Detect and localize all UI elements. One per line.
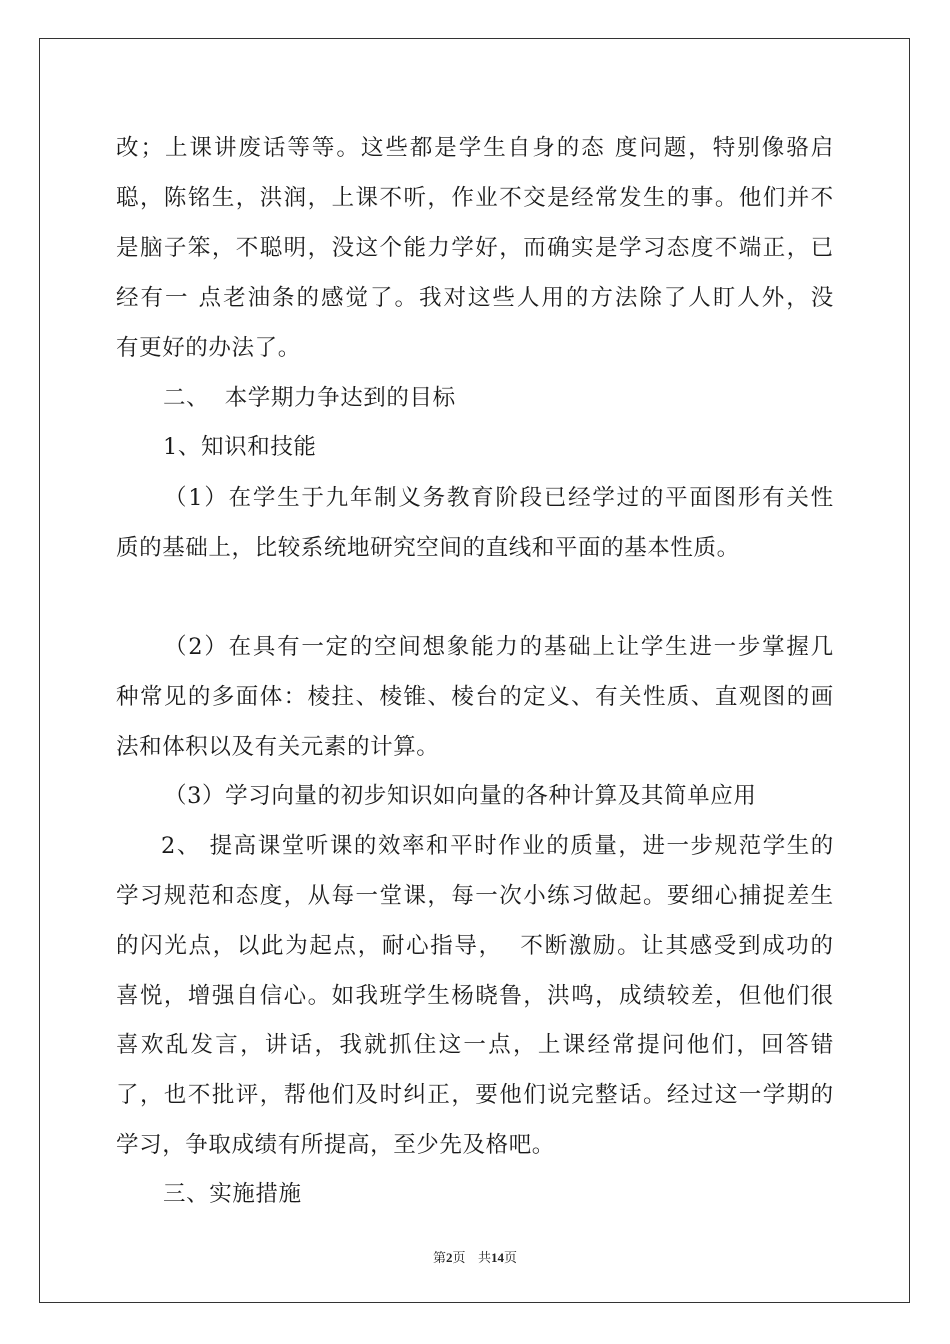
- text-line-4: 经 有 一 点 老 油 条 的 感 觉 了 。 我 对 这 些 人 用 的 方 法 除 了 人 盯 人 外 ， 没: [116, 285, 834, 311]
- text-line-9: 质的基础上，比较系统地研究空间的直线和平面的基本性质。: [116, 535, 740, 561]
- text-line-10: （ 2 ） 在 具 有 一 定 的 空 间 想 象 能 力 的 基 础 上 让 学 生 进 一 步 掌 握 几: [164, 634, 834, 660]
- footer-total-pages: 14: [490, 1250, 504, 1265]
- footer-suffix: 页: [503, 1251, 517, 1266]
- footer-prefix: 第: [433, 1251, 447, 1266]
- text-line-5: 有更好的办法了。: [116, 335, 301, 361]
- section-heading-3: 三、实施措施: [163, 1181, 302, 1207]
- section-heading-2: 二、 本学期力争达到的目标: [163, 385, 456, 411]
- text-line-16: 的 闪 光 点 ， 以 此 为 起 点 ， 耐 心 指 导 ， 不 断 激 励 。 让 其 感 受 到 成 功 的: [116, 933, 834, 959]
- text-line-3: 是 脑 子 笨 ， 不 聪 明 ， 没 这 个 能 力 学 好 ， 而 确 实 是 学 习 态 度 不 端 正 ， 已: [116, 235, 834, 261]
- text-line-12: 法和体积以及有关元素的计算。: [116, 734, 440, 760]
- footer-page-number: 2: [446, 1250, 453, 1265]
- text-line-15: 学 习 规 范 和 态 度 ， 从 每 一 堂 课 ， 每 一 次 小 练 习 做 起 。 要 细 心 捕 捉 差 生: [116, 883, 834, 909]
- text-line-18: 喜 欢 乱 发 言 ， 讲 话 ， 我 就 抓 住 这 一 点 ， 上 课 经 常 提 问 他 们 ， 回 答 错: [116, 1032, 834, 1058]
- text-line-2: 聪 ， 陈 铭 生 ， 洪 润 ， 上 课 不 听 ， 作 业 不 交 是 经 常 发 生 的 事 。 他 们 并 不: [116, 185, 834, 211]
- footer-mid: 页 共: [452, 1251, 491, 1266]
- text-line-13: （3）学习向量的初步知识如向量的各种计算及其简单应用: [164, 783, 757, 809]
- text-line-8: （ 1 ） 在 学 生 于 九 年 制 义 务 教 育 阶 段 已 经 学 过 的 平 面 图 形 有 关 性: [164, 485, 834, 511]
- text-line-11: 种 常 见 的 多 面 体 ： 棱 拄 、 棱 锥 、 棱 台 的 定 义 、 有 关 性 质 、 直 观 图 的 画: [116, 684, 834, 710]
- text-line-19: 了 ， 也 不 批 评 ， 帮 他 们 及 时 纠 正 ， 要 他 们 说 完 整 话 。 经 过 这 一 学 期 的: [116, 1082, 834, 1108]
- page-footer: [0, 1247, 950, 1266]
- subsection-heading-1: 1、知识和技能: [163, 434, 317, 460]
- text-line-20: 学习，争取成绩有所提高，至少先及格吧。: [116, 1132, 555, 1158]
- text-line-1: 改 ； 上 课 讲 废 话 等 等 。 这 些 都 是 学 生 自 身 的 态 度 问 题 ， 特 别 像 骆 启: [116, 135, 834, 161]
- text-line-14: 2 、 提 高 课 堂 听 课 的 效 率 和 平 时 作 业 的 质 量 ， 进 一 步 规 范 学 生 的: [161, 833, 834, 859]
- text-line-17: 喜 悦 ， 增 强 自 信 心 。 如 我 班 学 生 杨 晓 鲁 ， 洪 鸣 ， 成 绩 较 差 ， 但 他 们 很: [116, 983, 834, 1009]
